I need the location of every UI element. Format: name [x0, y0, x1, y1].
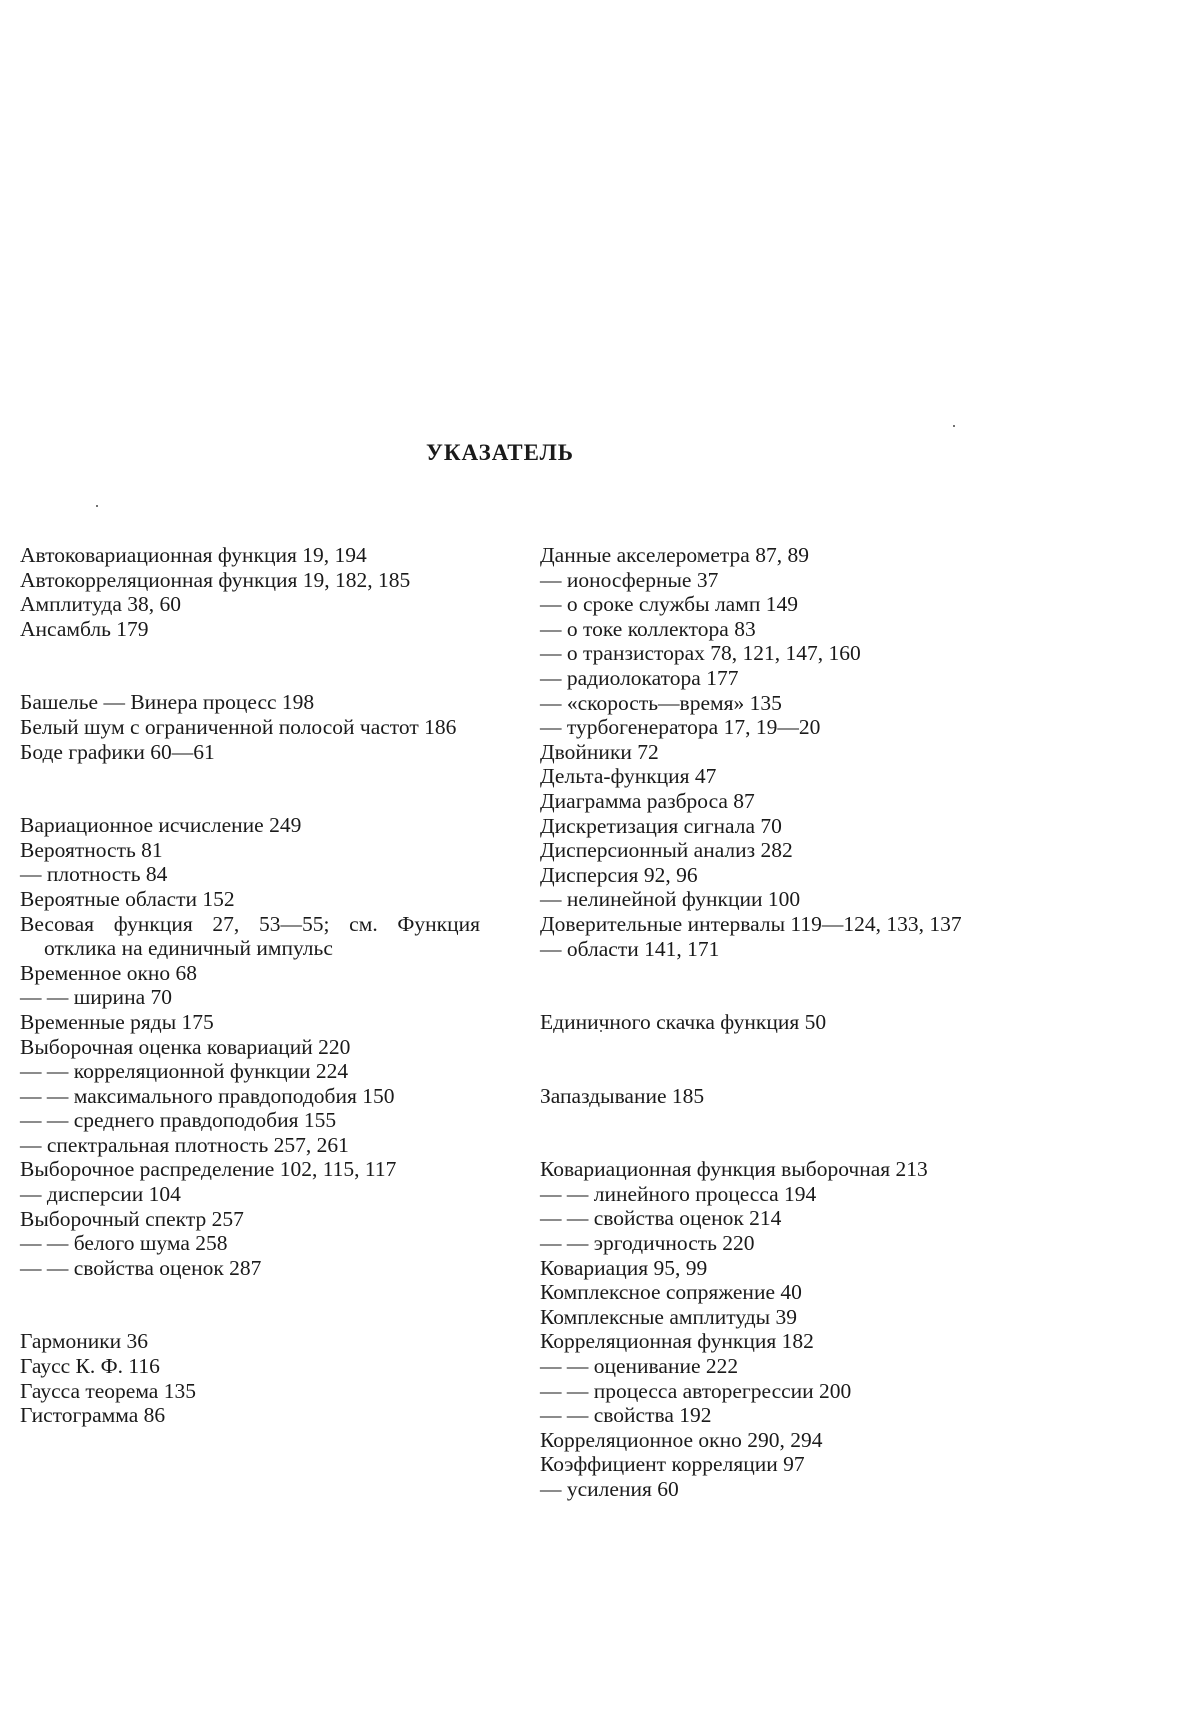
- index-entry: Корреляционная функция 182: [540, 1329, 814, 1354]
- speck-mark: [96, 505, 98, 507]
- index-entry: — о транзисторах 78, 121, 147, 160: [540, 641, 861, 666]
- index-entry: Гаусс К. Ф. 116: [20, 1354, 160, 1379]
- index-letter-group: [540, 1084, 990, 1109]
- index-entry: — — свойства оценок 287: [20, 1255, 262, 1280]
- index-letter-group: [540, 1157, 990, 1501]
- index-entry: — — процесса авторегрессии 200: [540, 1378, 852, 1403]
- index-entry: — «скорость—время» 135: [540, 690, 782, 715]
- index-entry: — о сроке службы ламп 149: [540, 592, 798, 617]
- index-entry: — спектральная плотность 257, 261: [20, 1132, 349, 1157]
- index-entry: Автоковариационная функция 19, 194: [20, 543, 367, 567]
- index-entry: — — эргодичность 220: [540, 1231, 755, 1256]
- index-entry: Дельта-функция 47: [540, 764, 717, 789]
- index-letter-group: [20, 690, 480, 764]
- left-index-column: [20, 543, 480, 1428]
- index-entry: Временное окно 68: [20, 960, 198, 985]
- index-entry: Башелье — Винера процесс 198: [20, 690, 315, 715]
- index-entry: — — линейного процесса 194: [540, 1181, 817, 1206]
- index-entry: Коэффициент корреляции 97: [540, 1452, 805, 1477]
- page-title: УКАЗАТЕЛЬ: [425, 440, 575, 465]
- index-letter-group: [540, 543, 990, 961]
- index-entry: — — максимального правдоподобия 150: [20, 1083, 395, 1108]
- index-entry: — ионосферные 37: [540, 567, 719, 592]
- index-entry: Временные ряды 175: [20, 1009, 214, 1034]
- index-letter-group: [540, 1010, 990, 1035]
- index-letter-group: [20, 543, 480, 641]
- index-entry: Выборочный спектр 257: [20, 1206, 244, 1231]
- index-entry: — дисперсии 104: [20, 1182, 181, 1207]
- index-entry: — — белого шума 258: [20, 1231, 228, 1256]
- index-entry: Дискретизация сигнала 70: [540, 813, 782, 838]
- index-entry: — о токе коллектора 83: [540, 616, 756, 641]
- index-entry: Весовая функция 27, 53—55; см. Функция отклика на единичный импульс: [20, 911, 480, 961]
- index-entry: — усиления 60: [540, 1477, 679, 1501]
- index-entry: — — оценивание 222: [540, 1354, 739, 1379]
- index-entry: — турбогенератора 17, 19—20: [540, 715, 821, 740]
- index-entry: Выборочное распределение 102, 115, 117: [20, 1157, 397, 1182]
- index-entry: — — свойства оценок 214: [540, 1206, 782, 1231]
- index-entry: Комплексные амплитуды 39: [540, 1304, 797, 1329]
- index-entry: Автокорреляционная функция 19, 182, 185: [20, 567, 411, 592]
- index-entry: Белый шум с ограниченной полосой частот 186: [20, 714, 457, 739]
- right-index-column: [540, 543, 990, 1502]
- index-entry: Выборочная оценка ковариаций 220: [20, 1034, 351, 1059]
- index-entry: — — корреляционной функции 224: [20, 1059, 349, 1084]
- index-entry: Двойники 72: [540, 739, 659, 764]
- index-entry: Гистограмма 86: [20, 1403, 166, 1428]
- index-entry: Доверительные интервалы 119—124, 133, 137: [540, 911, 962, 936]
- index-entry: Боде графики 60—61: [20, 739, 215, 764]
- index-entry: Ковариационная функция выборочная 213: [540, 1157, 928, 1182]
- index-entry: — плотность 84: [20, 862, 168, 887]
- index-entry: Гаусса теорема 135: [20, 1378, 196, 1403]
- index-entry: Комплексное сопряжение 40: [540, 1280, 802, 1305]
- index-entry: — области 141, 171: [540, 936, 720, 961]
- index-entry: Данные акселерометра 87, 89: [540, 543, 809, 567]
- index-entry: Вероятность 81: [20, 837, 163, 862]
- index-entry: Гармоники 36: [20, 1329, 149, 1354]
- index-entry: Вероятные области 152: [20, 886, 235, 911]
- index-entry: — — ширина 70: [20, 985, 172, 1010]
- index-entry: Единичного скачка функция 50: [540, 1010, 827, 1035]
- index-entry: Амплитуда 38, 60: [20, 592, 181, 617]
- index-entry: Дисперсия 92, 96: [540, 862, 698, 887]
- index-entry: Диаграмма разброса 87: [540, 788, 755, 813]
- index-entry: Ансамбль 179: [20, 616, 149, 641]
- index-entry: Вариационное исчисление 249: [20, 813, 302, 838]
- speck-mark: [953, 425, 955, 427]
- index-entry: Дисперсионный анализ 282: [540, 838, 793, 863]
- index-entry: — — среднего правдоподобия 155: [20, 1108, 337, 1133]
- index-entry: Корреляционное окно 290, 294: [540, 1427, 823, 1452]
- index-entry: Запаздывание 185: [540, 1083, 705, 1108]
- index-letter-group: [20, 813, 480, 1280]
- index-entry: — нелинейной функции 100: [540, 887, 801, 912]
- index-entry: — радиолокатора 177: [540, 665, 739, 690]
- index-letter-group: [20, 1329, 480, 1427]
- index-entry: Ковариация 95, 99: [540, 1255, 708, 1280]
- index-entry: — — свойства 192: [540, 1403, 712, 1428]
